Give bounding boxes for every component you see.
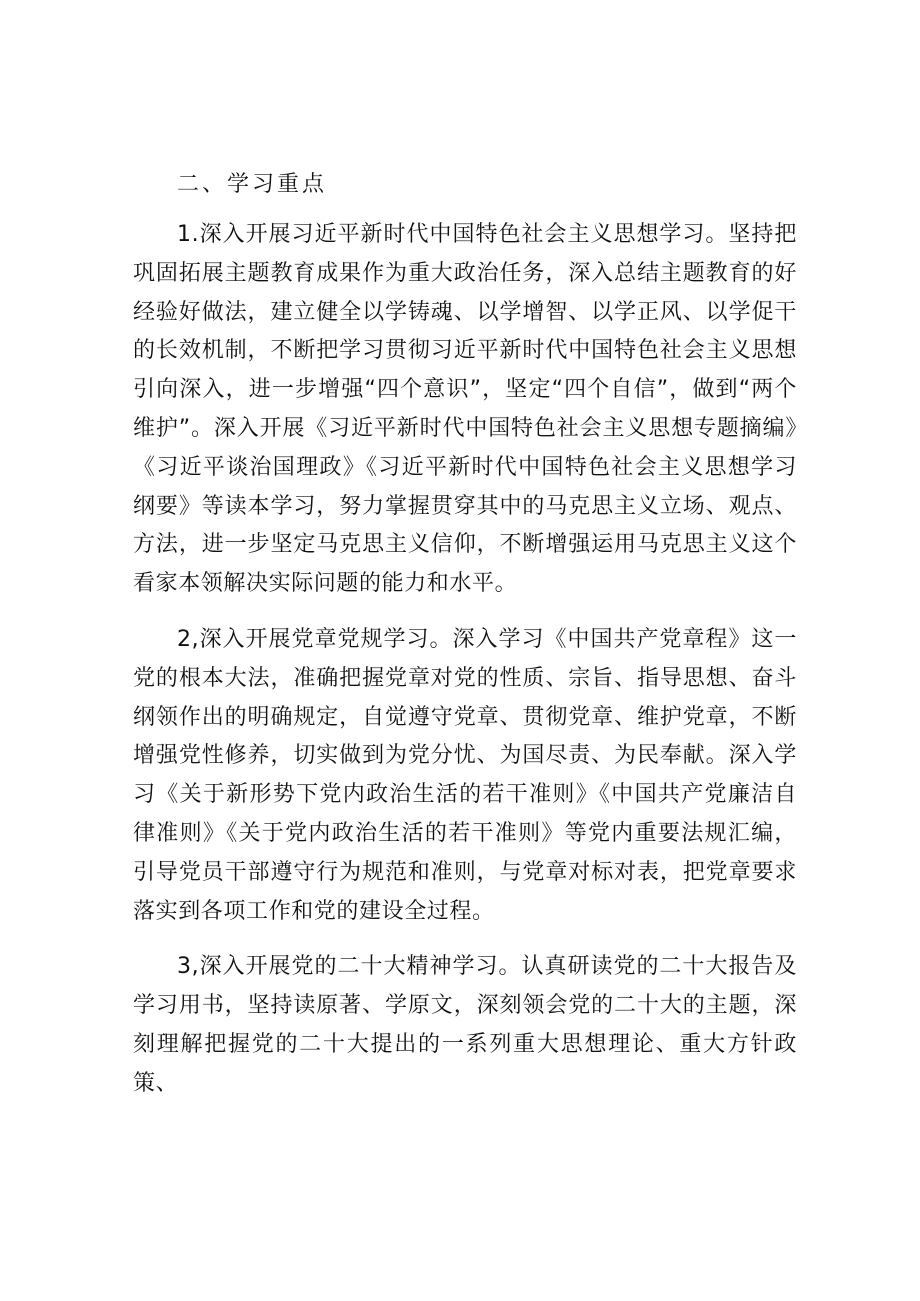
paragraph-party-constitution: 2,深入开展党章党规学习。深入学习《中国共产党章程》这一党的根本大法，准确把握党章对党的性质、宗旨、指导思想、奋斗纲领作出的明确规定，自觉遵守党章、贯彻党章、维护党章，不断增强党性修养，切实做到为党分忧、为国尽责、为民奉献。深入学习《关于新形势下党内政治生活的若干准则》《中国共产党廉洁自律准则》《关于党内政治生活的若干准则》等党内重要法规汇编，引导党员干部遵守行为规范和准则，与党章对标对表，把党章要求落实到各项工作和党的建设全过程。 (133, 626, 797, 924)
paragraph-twentieth-congress: 3,深入开展党的二十大精神学习。认真研读党的二十大报告及学习用书，坚持读原著、学原文，深刻领会党的二十大的主题，深刻理解把握党的二十大提出的一系列重大思想理论、重大方针政策、 (133, 954, 797, 1096)
section-heading: 二、学习重点 (177, 172, 328, 197)
document-body (133, 166, 797, 1104)
paragraph-study-thought: 1.深入开展习近平新时代中国特色社会主义思想学习。坚持把巩固拓展主题教育成果作为重大政治任务，深入总结主题教育的好经验好做法，建立健全以学铸魂、以学增智、以学正风、以学促干的长效机制，不断把学习贯彻习近平新时代中国特色社会主义思想引向深入，进一步增强“四个意识”，坚定“四个自信”，做到“两个维护”。深入开展《习近平新时代中国特色社会主义思想专题摘编》《习近平谈治国理政》《习近平新时代中国特色社会主义思想学习纲要》等读本学习，努力掌握贯穿其中的马克思主义立场、观点、方法，进一步坚定马克思主义信仰，不断增强运用马克思主义这个看家本领解决实际问题的能力和水平。 (133, 222, 797, 597)
